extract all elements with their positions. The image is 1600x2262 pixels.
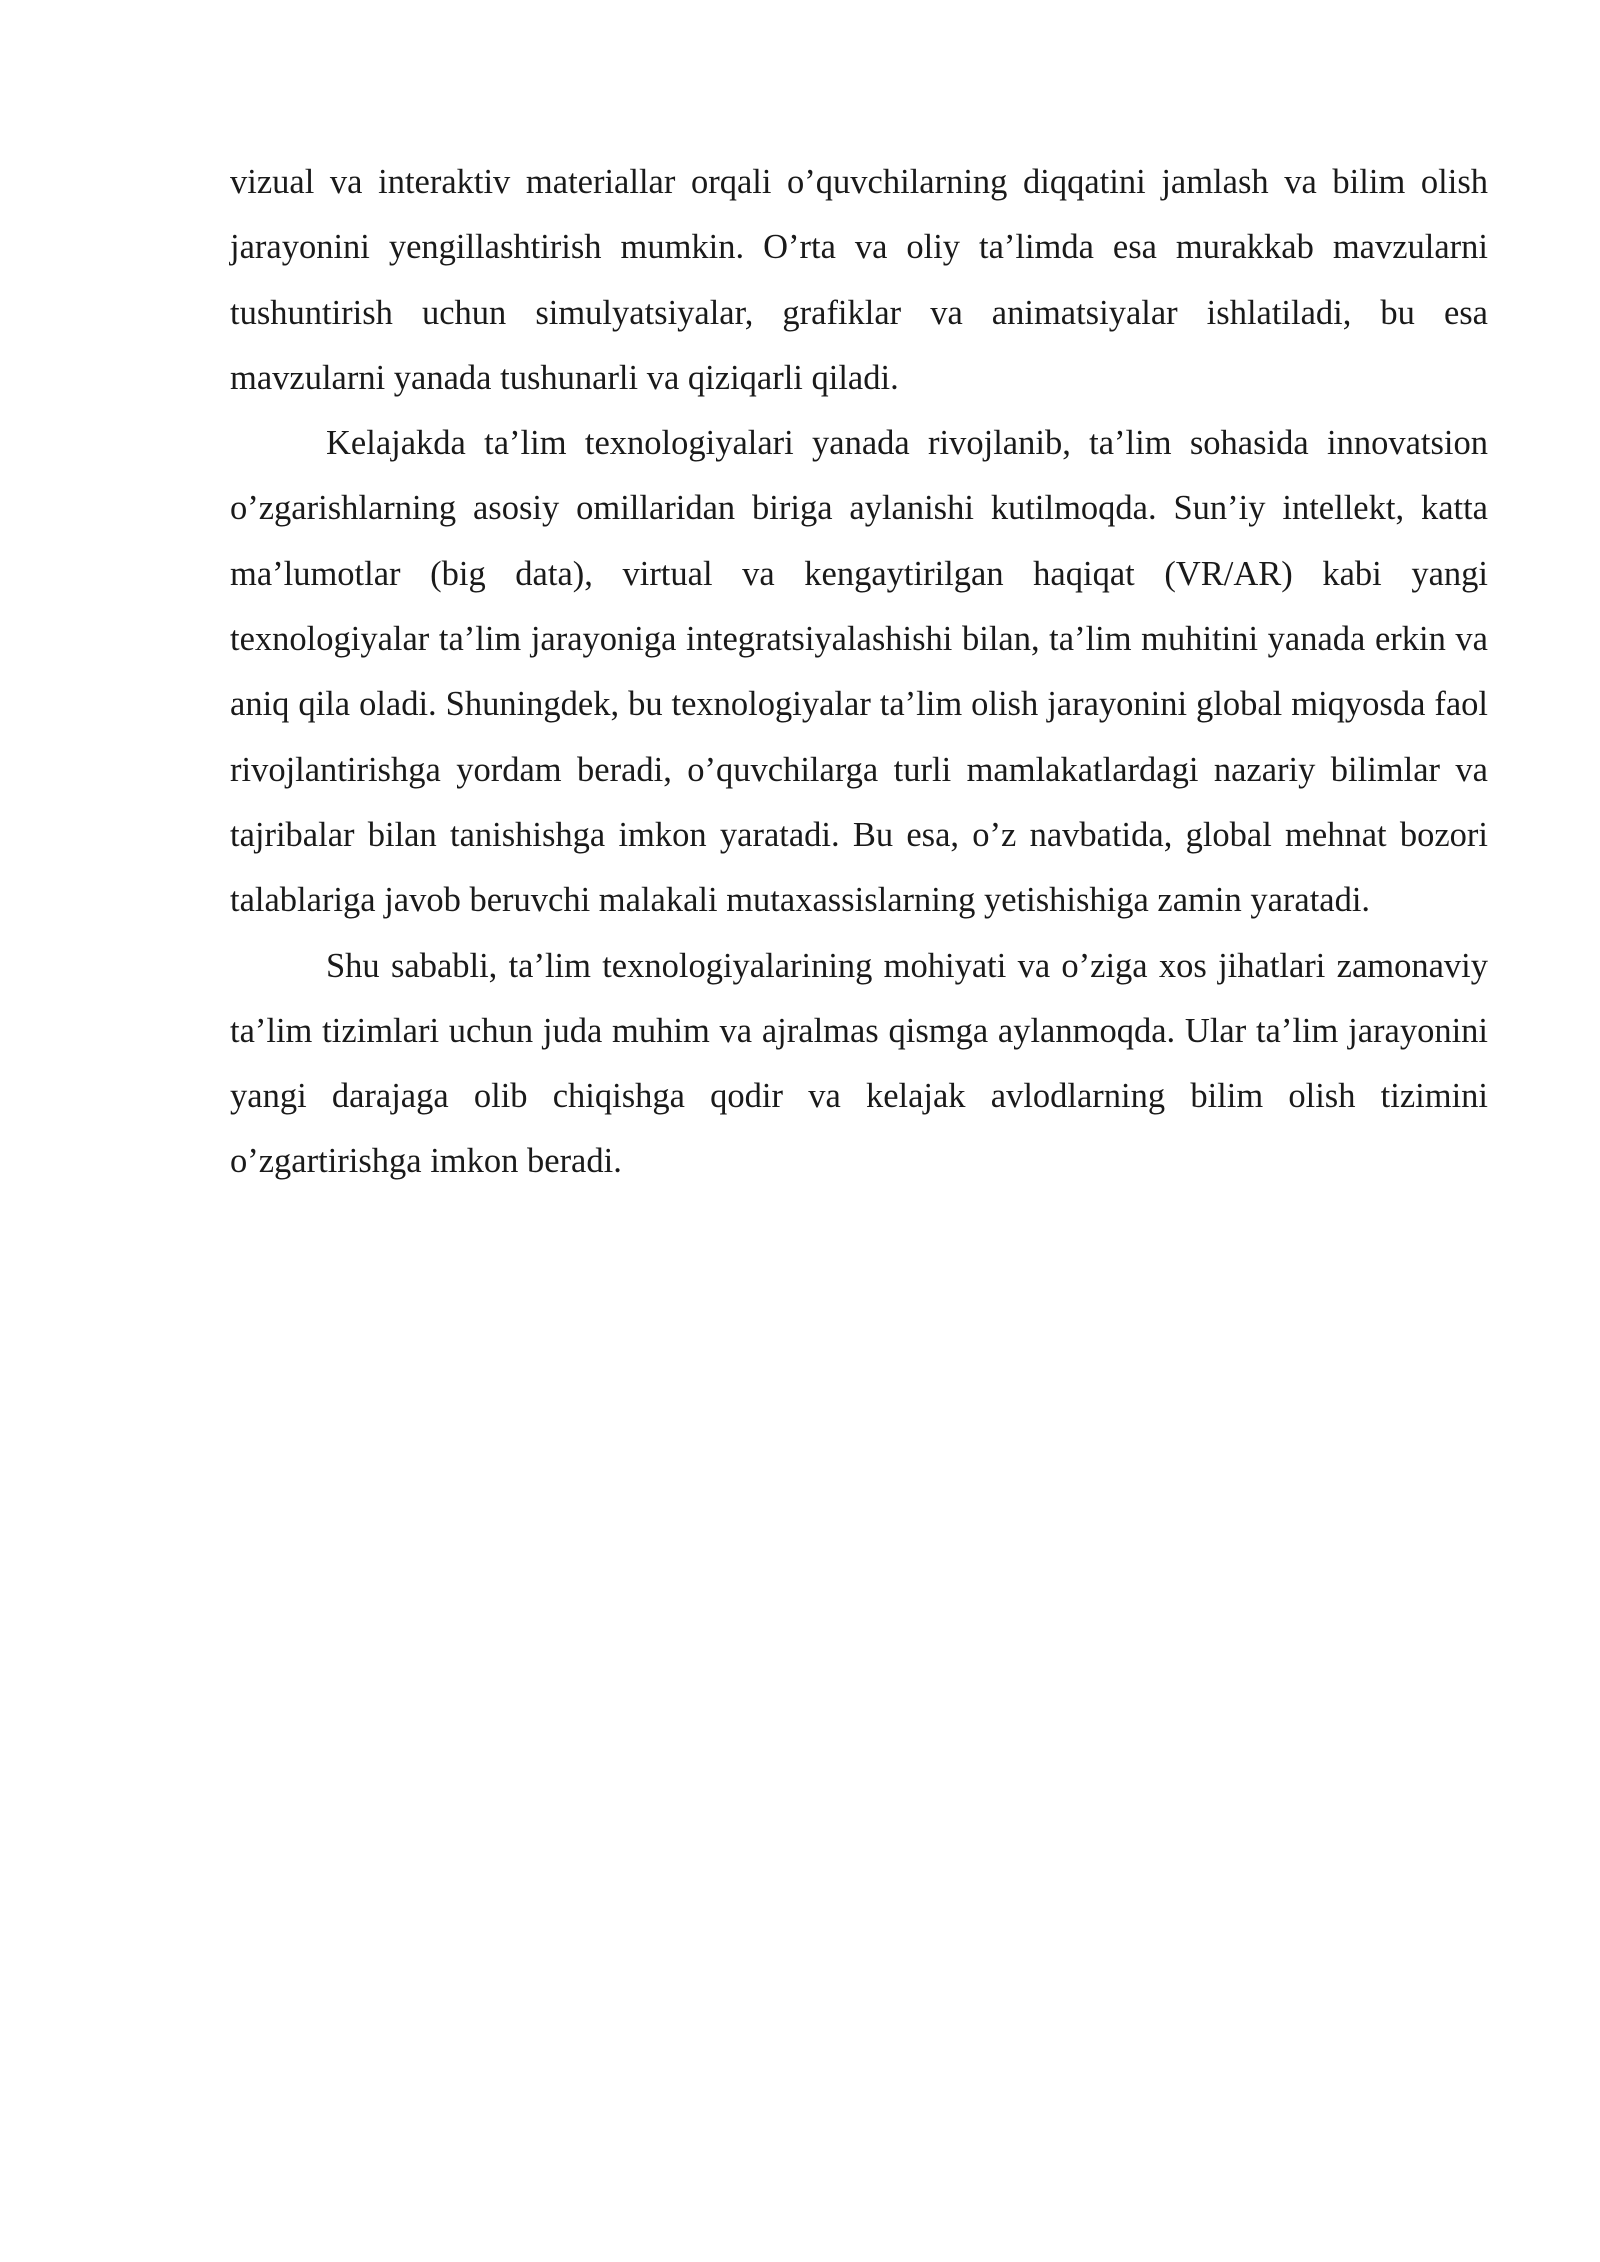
paragraph-continuation: vizual va interaktiv materiallar orqali o’quvchilarning diqqatini jamlash va bilim olish jarayonini yengillashtirish mumkin. O’rta va oliy ta’limda esa murakkab mavzularni tushuntirish uchun simulyatsiyalar, grafiklar va animatsiyalar ishlatiladi, bu esa mavzularni yanada tushunarli va qiziqarli qiladi. [230, 163, 1488, 397]
paragraph-future-technologies: Kelajakda ta’lim texnologiyalari yanada rivojlanib, ta’lim sohasida innovatsion o’zgarishlarning asosiy omillaridan biriga aylanishi kutilmoqda. Sun’iy intellekt, katta ma’lumotlar (big data), virtual va kengaytirilgan haqiqat (VR/AR) kabi yangi texnologiyalar ta’lim jarayoniga integratsiyalashishi bilan, ta’lim muhitini yanada erkin va aniq qila oladi. Shuningdek, bu texnologiyalar ta’lim olish jarayonini global miqyosda faol rivojlantirishga yordam beradi, o’quvchilarga turli mamlakatlardagi nazariy bilimlar va tajribalar bilan tanishishga imkon yaratadi. Bu esa, o’z navbatida, global mehnat bozori talablariga javob beruvchi malakali mutaxassislarning yetishishiga zamin yaratadi. [230, 424, 1488, 920]
document-body [230, 150, 1488, 1195]
paragraph-conclusion: Shu sababli, ta’lim texnologiyalarining mohiyati va o’ziga xos jihatlari zamonaviy ta’lim tizimlari uchun juda muhim va ajralmas qismga aylanmoqda. Ular ta’lim jarayonini yangi darajaga olib chiqishga qodir va kelajak avlodlarning bilim olish tizimini o’zgartirishga imkon beradi. [230, 946, 1488, 1181]
